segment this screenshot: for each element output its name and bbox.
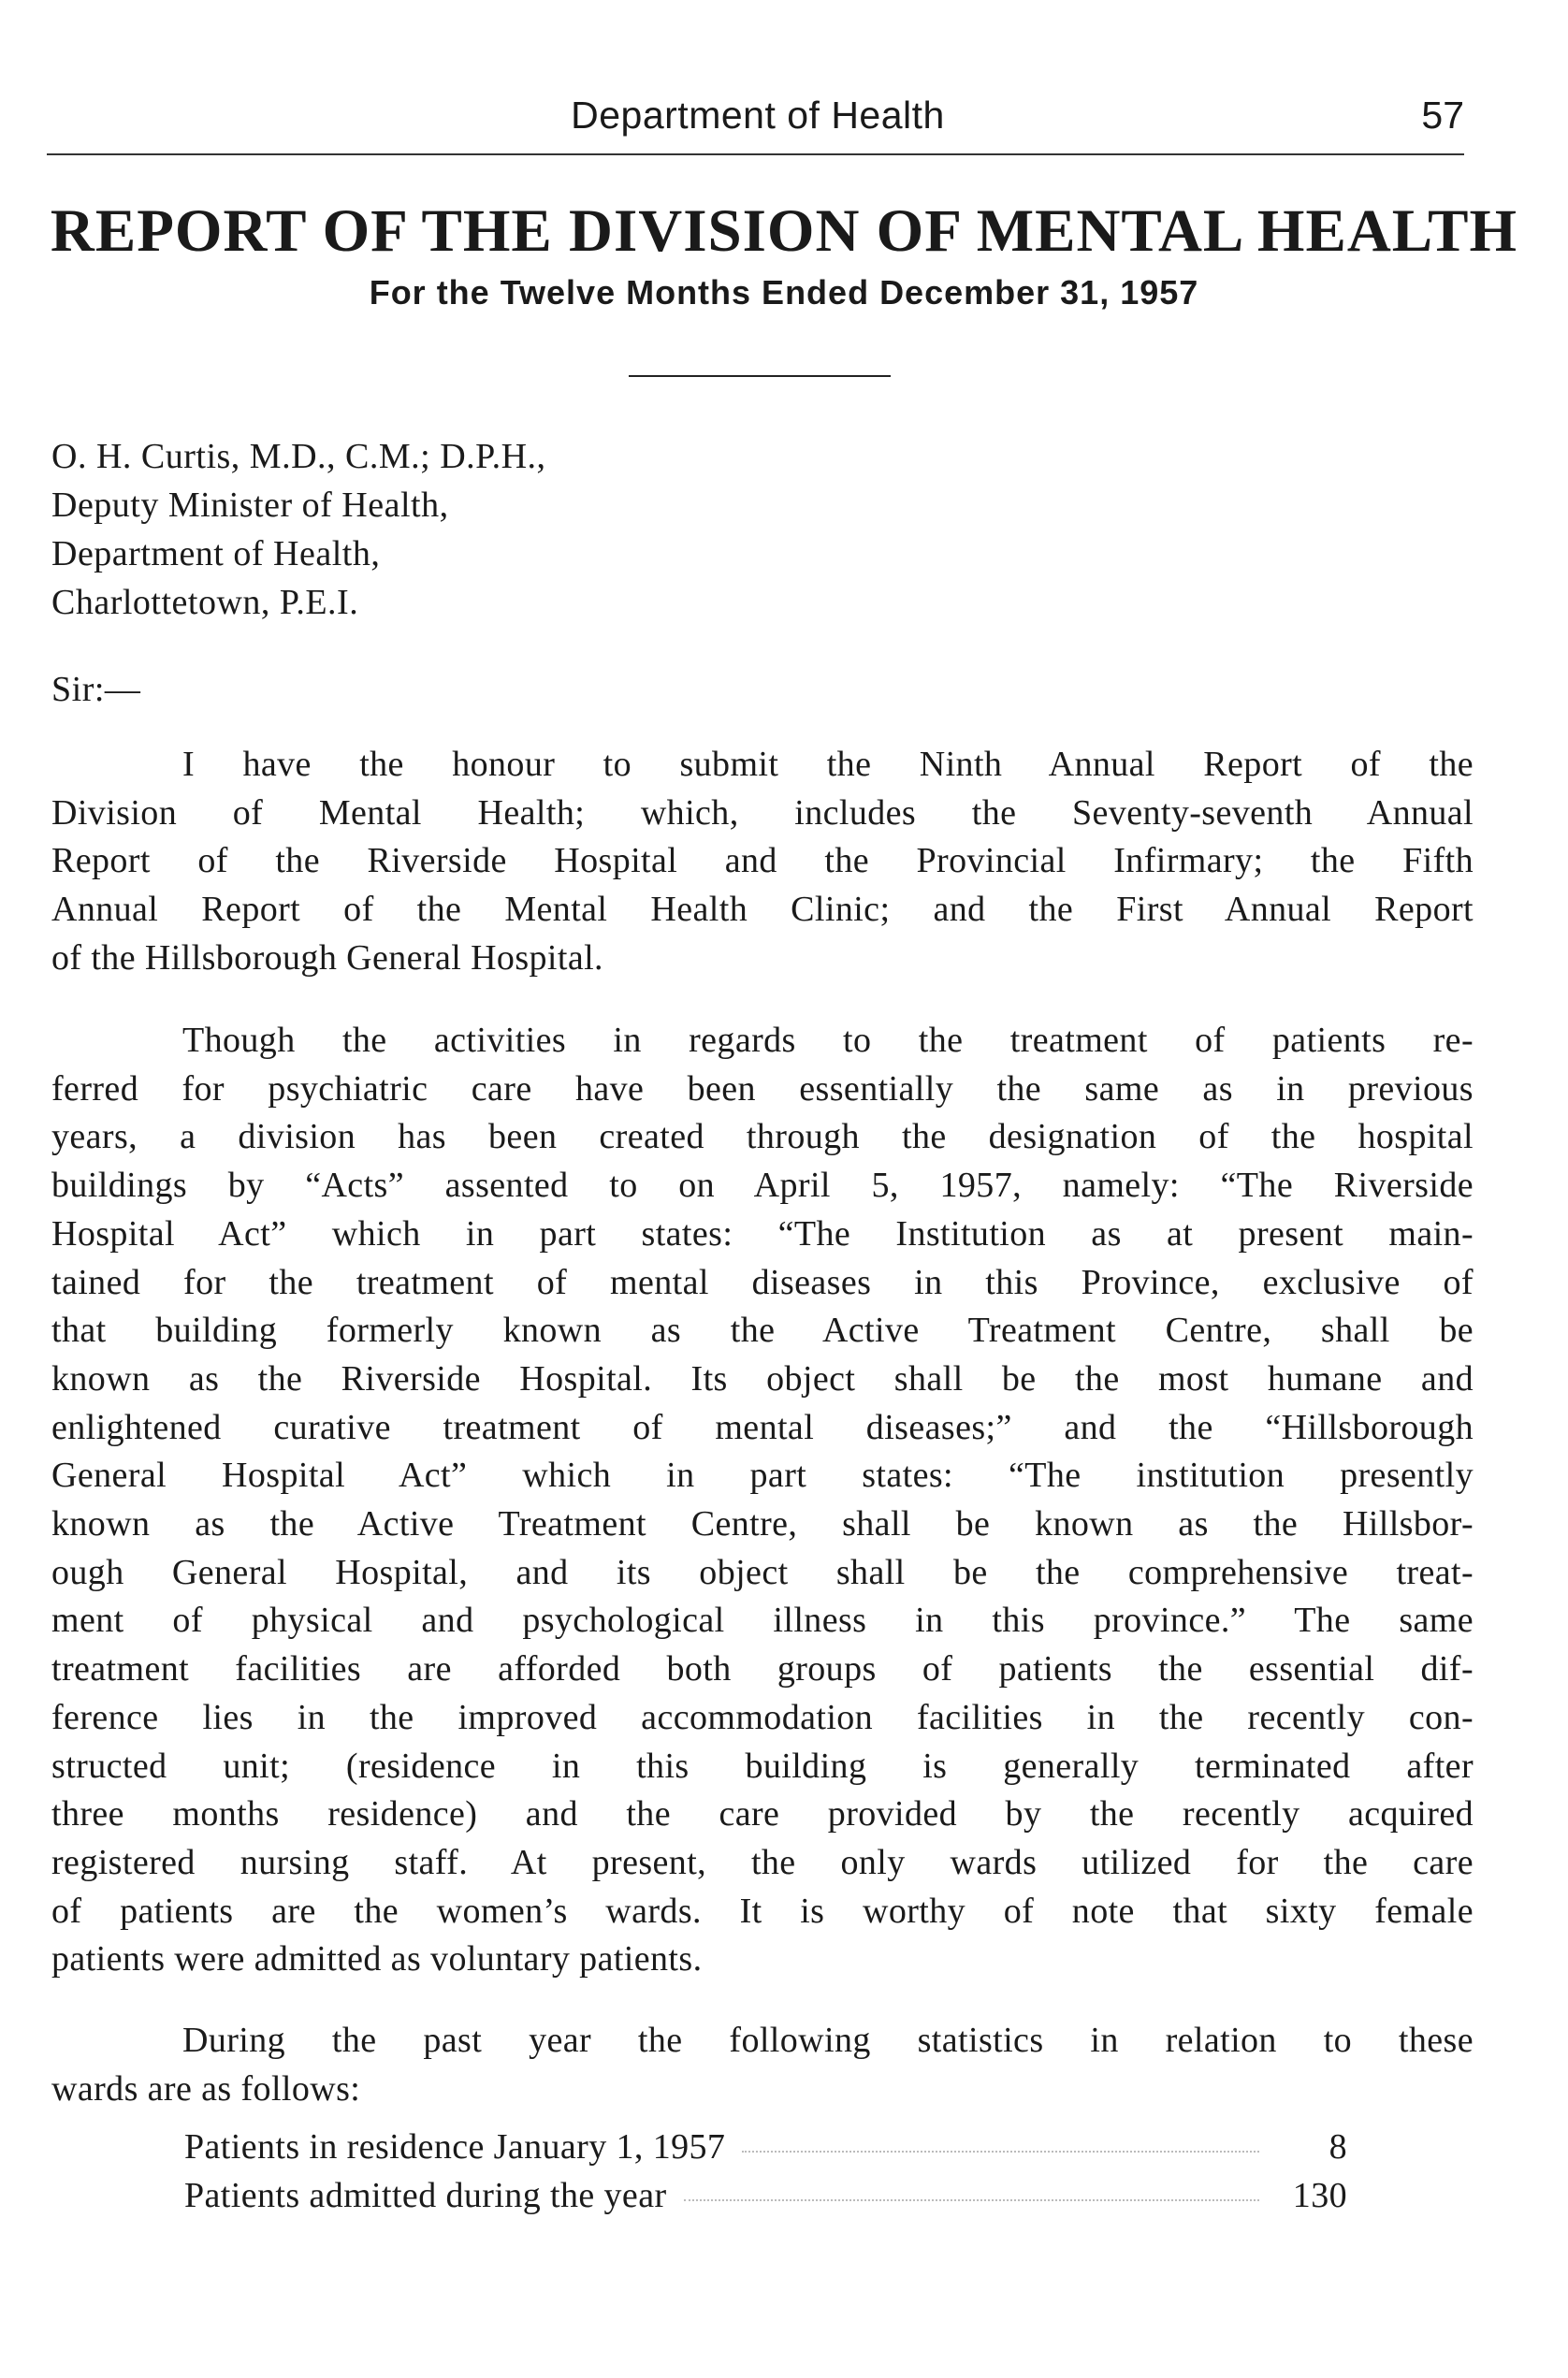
paragraph-line: tained for the treatment of mental diseases in this Province, exclusive of	[51, 1262, 1474, 1302]
paragraph-line: ment of physical and psychological illness in this province.” The same	[51, 1601, 1474, 1641]
statistic-value: 130	[1292, 2176, 1347, 2215]
paragraph-line: wards are as follows:	[51, 2068, 361, 2109]
report-title: REPORT OF THE DIVISION OF MENTAL HEALTH	[50, 197, 1518, 265]
paragraph-line: Report of the Riverside Hospital and the Provincial Infirmary; the Fifth	[51, 841, 1474, 881]
paragraph-line: During the past year the following statistics in relation to these	[182, 2021, 1474, 2060]
statistic-value: 8	[1328, 2127, 1347, 2167]
paragraph-line: of patients are the women’s wards. It is worthy of note that sixty female	[51, 1891, 1474, 1931]
paragraph-line: of the Hillsborough General Hospital.	[51, 937, 603, 978]
dot-leader	[742, 2151, 1259, 2153]
salutation: Sir:—	[51, 670, 141, 709]
page-number: 57	[1421, 94, 1464, 137]
paragraph-line: buildings by “Acts” assented to on April 5, 1957, namely: “The Riverside	[51, 1166, 1474, 1206]
paragraph-line: ough General Hospital, and its object shall be the comprehensive treat-	[51, 1552, 1474, 1592]
paragraph-line: known as the Active Treatment Centre, shall be known as the Hillsbor-	[51, 1504, 1474, 1544]
paragraph-activities	[51, 1017, 1474, 1984]
paragraph-line: structed unit; (residence in this building is generally terminated after	[51, 1746, 1474, 1786]
paragraph-introduction	[51, 741, 1474, 983]
running-header	[51, 94, 1464, 150]
address-line: Deputy Minister of Health,	[51, 486, 449, 525]
address-line: O. H. Curtis, M.D., C.M.; D.P.H.,	[51, 437, 546, 476]
paragraph-line: enlightened curative treatment of mental diseases;” and the “Hillsborough	[51, 1407, 1474, 1447]
paragraph-line: patients were admitted as voluntary patients.	[51, 1939, 703, 1979]
statistics-row	[184, 2175, 1347, 2224]
statistics-list	[184, 2126, 1347, 2224]
statistics-row	[184, 2126, 1347, 2175]
paragraph-statistics-intro	[51, 2017, 1474, 2113]
title-divider	[629, 375, 891, 377]
paragraph-line: registered nursing staff. At present, the only wards utilized for the care	[51, 1842, 1474, 1882]
header-rule	[47, 153, 1464, 155]
addressee-block	[51, 432, 546, 627]
paragraph-line: treatment facilities are afforded both groups of patients the essential dif-	[51, 1649, 1474, 1689]
paragraph-line: three months residence) and the care provided by the recently acquired	[51, 1794, 1474, 1834]
paragraph-line: ferred for psychiatric care have been essentially the same as in previous	[51, 1068, 1474, 1109]
address-line: Department of Health,	[51, 534, 381, 573]
statistic-label: Patients admitted during the year	[184, 2176, 667, 2215]
paragraph-line: Annual Report of the Mental Health Clinic; and the First Annual Report	[51, 890, 1474, 930]
paragraph-line: known as the Riverside Hospital. Its object shall be the most humane and	[51, 1358, 1474, 1399]
paragraph-line: Division of Mental Health; which, includes the Seventy-seventh Annual	[51, 792, 1474, 833]
paragraph-line: General Hospital Act” which in part states: “The institution presently	[51, 1456, 1474, 1496]
address-line: Charlottetown, P.E.I.	[51, 583, 359, 622]
paragraph-line: I have the honour to submit the Ninth Annual Report of the	[182, 745, 1474, 784]
paragraph-line: Though the activities in regards to the treatment of patients re-	[182, 1021, 1474, 1060]
paragraph-line: that building formerly known as the Active Treatment Centre, shall be	[51, 1311, 1474, 1351]
dot-leader	[684, 2199, 1259, 2201]
paragraph-line: ference lies in the improved accommodation facilities in the recently con-	[51, 1697, 1474, 1737]
statistic-label: Patients in residence January 1, 1957	[184, 2127, 726, 2167]
paragraph-line: years, a division has been created through the designation of the hospital	[51, 1117, 1474, 1157]
running-title: Department of Health	[571, 94, 945, 137]
report-subtitle: For the Twelve Months Ended December 31, 1957	[369, 273, 1199, 312]
paragraph-line: Hospital Act” which in part states: “The Institution as at present main-	[51, 1213, 1474, 1254]
